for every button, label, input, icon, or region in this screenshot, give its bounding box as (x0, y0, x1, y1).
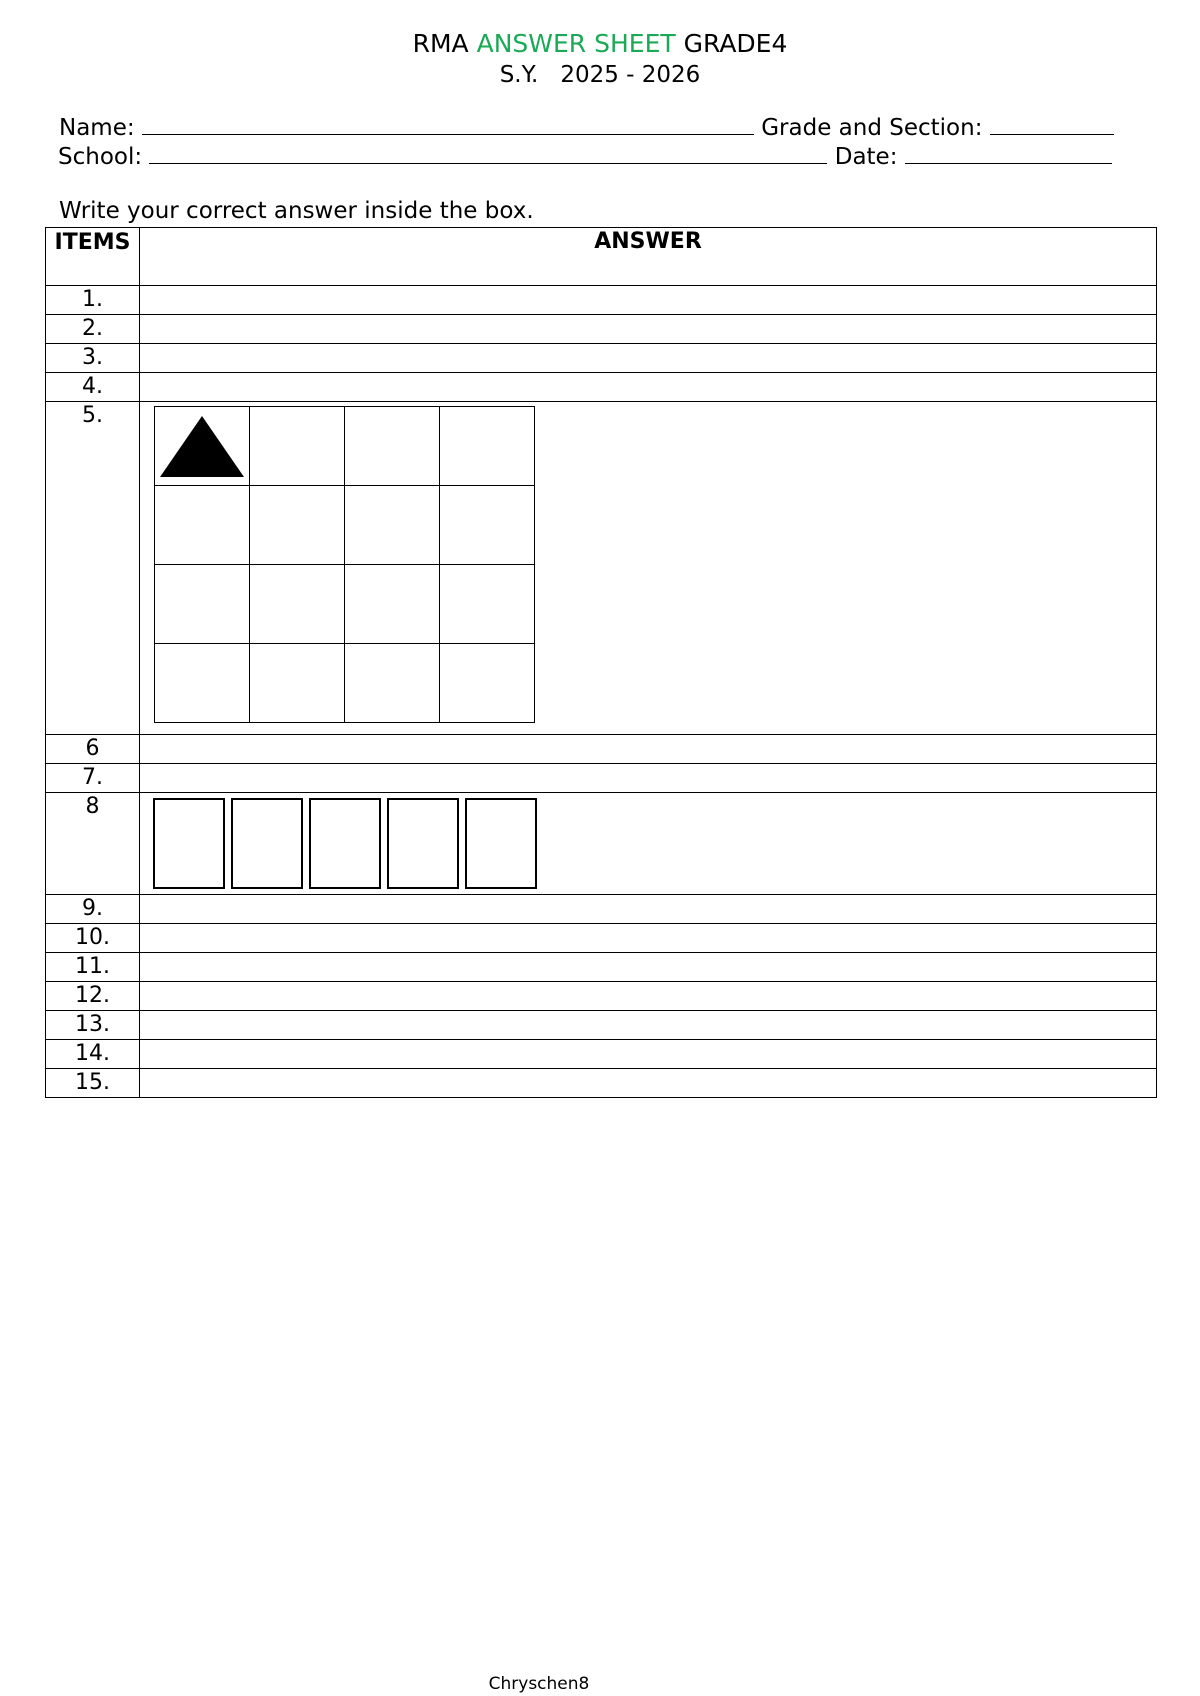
table-row (46, 953, 1157, 982)
answer-header: ANSWER (140, 228, 1157, 286)
answer-cell[interactable] (140, 286, 1157, 315)
table-row (46, 924, 1157, 953)
answer-cell[interactable] (140, 953, 1157, 982)
item-number: 5. (46, 402, 140, 735)
answer-box[interactable] (465, 798, 537, 889)
title-highlight: ANSWER SHEET (476, 29, 676, 58)
name-label: Name: (59, 115, 135, 141)
answer-cell[interactable] (140, 344, 1157, 373)
table-header-row (46, 228, 1157, 286)
grid-cell[interactable] (155, 407, 250, 486)
grid-cell[interactable] (250, 565, 345, 644)
table-row (46, 1011, 1157, 1040)
item-number: 13. (46, 1011, 140, 1040)
school-field[interactable] (149, 141, 827, 164)
answer-cell[interactable] (140, 1011, 1157, 1040)
item-number: 10. (46, 924, 140, 953)
item-number: 3. (46, 344, 140, 373)
answer-cell-grid (140, 402, 1157, 735)
table-row (46, 402, 1157, 735)
title-prefix: RMA (412, 29, 469, 58)
answer-cell[interactable] (140, 315, 1157, 344)
table-row (46, 373, 1157, 402)
school-year (0, 60, 1200, 90)
instruction-text: Write your correct answer inside the box. (59, 198, 534, 224)
school-date-row (58, 141, 1112, 172)
table-row (46, 344, 1157, 373)
grid-cell[interactable] (155, 486, 250, 565)
date-field[interactable] (905, 141, 1112, 164)
answer-box[interactable] (387, 798, 459, 889)
grid-cell[interactable] (440, 565, 535, 644)
item-number: 14. (46, 1040, 140, 1069)
item-number: 1. (46, 286, 140, 315)
name-field[interactable] (142, 112, 754, 135)
grid-cell[interactable] (345, 407, 440, 486)
name-grade-row (59, 112, 1114, 143)
item-number: 7. (46, 764, 140, 793)
footer-text: Chryschen8 (488, 1674, 590, 1694)
item-number: 6 (46, 735, 140, 764)
date-label: Date: (834, 144, 898, 170)
sy-label: S.Y. (499, 62, 539, 88)
table-row (46, 286, 1157, 315)
table-row (46, 793, 1157, 895)
triangle-icon (155, 407, 249, 485)
grid-cell[interactable] (440, 486, 535, 565)
item-number: 2. (46, 315, 140, 344)
answer-cell[interactable] (140, 735, 1157, 764)
table-row (46, 764, 1157, 793)
table-row (46, 1069, 1157, 1098)
answer-box[interactable] (231, 798, 303, 889)
school-label: School: (58, 144, 143, 170)
answer-cell[interactable] (140, 1069, 1157, 1098)
answer-box[interactable] (153, 798, 225, 889)
table-row (46, 982, 1157, 1011)
grid-cell[interactable] (345, 565, 440, 644)
grid-cell[interactable] (345, 644, 440, 723)
answer-cell[interactable] (140, 373, 1157, 402)
answer-cell[interactable] (140, 924, 1157, 953)
grid-cell[interactable] (440, 644, 535, 723)
answer-table (45, 227, 1157, 1098)
item-number: 12. (46, 982, 140, 1011)
answer-cell[interactable] (140, 982, 1157, 1011)
item-number: 9. (46, 895, 140, 924)
table-row (46, 315, 1157, 344)
answer-box[interactable] (309, 798, 381, 889)
table-row (46, 735, 1157, 764)
grid-cell[interactable] (155, 565, 250, 644)
answer-cell[interactable] (140, 764, 1157, 793)
table-row (46, 895, 1157, 924)
answer-cell-boxes (140, 793, 1157, 895)
item-number: 15. (46, 1069, 140, 1098)
answer-boxes (153, 798, 1156, 889)
grid-cell[interactable] (155, 644, 250, 723)
grid-cell[interactable] (345, 486, 440, 565)
grid-cell[interactable] (440, 407, 535, 486)
item-number: 11. (46, 953, 140, 982)
title-suffix: GRADE4 (683, 29, 788, 58)
answer-cell[interactable] (140, 895, 1157, 924)
answer-grid (154, 406, 535, 723)
grid-cell[interactable] (250, 407, 345, 486)
grid-cell[interactable] (250, 486, 345, 565)
grade-section-field[interactable] (990, 112, 1114, 135)
item-number: 8 (46, 793, 140, 895)
answer-cell[interactable] (140, 1040, 1157, 1069)
sy-value: 2025 - 2026 (560, 62, 701, 88)
grid-cell[interactable] (250, 644, 345, 723)
items-header: ITEMS (46, 228, 140, 286)
page-title (0, 28, 1200, 60)
table-row (46, 1040, 1157, 1069)
item-number: 4. (46, 373, 140, 402)
grade-section-label: Grade and Section: (761, 115, 983, 141)
